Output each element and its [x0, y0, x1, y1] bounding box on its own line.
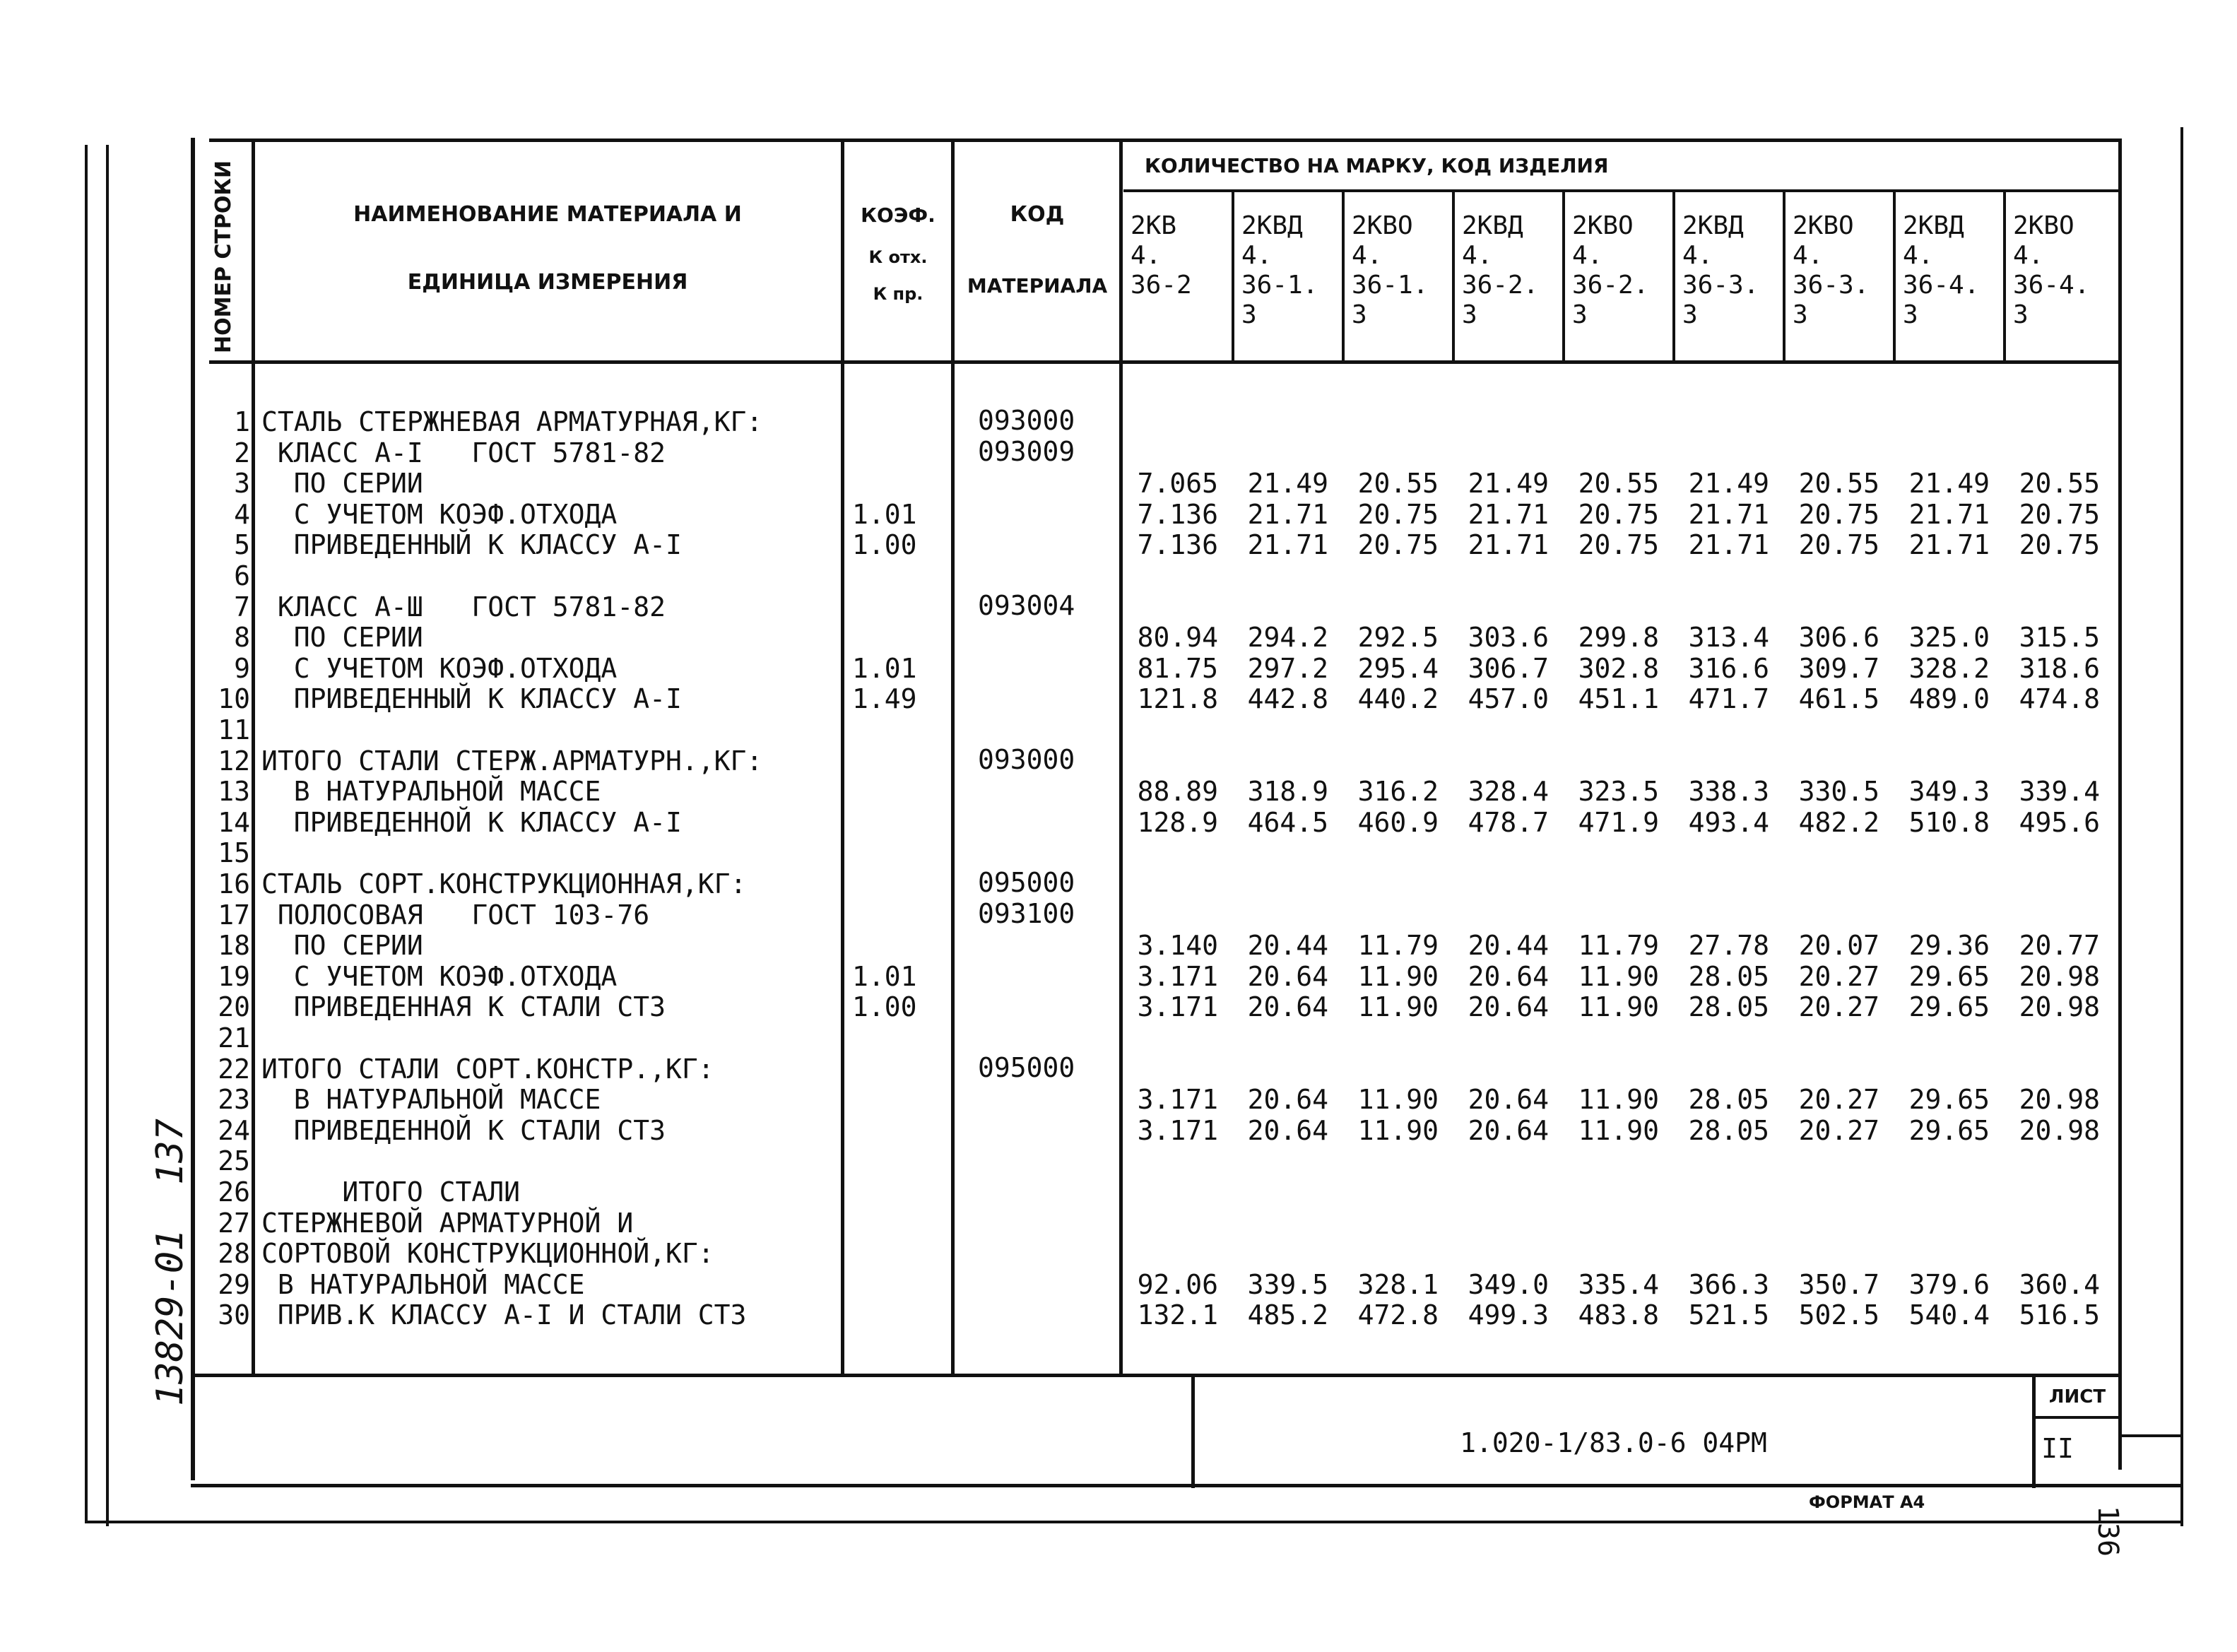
quantity-value: 309.7: [1798, 652, 1879, 684]
product-col-8-l3: 36-4.: [1903, 271, 1980, 300]
product-col-8-l4: 3: [1903, 300, 1918, 329]
quantity-value: 20.75: [1798, 498, 1879, 530]
quantity-value: 21.71: [1247, 498, 1328, 530]
quantity-value: 3.171: [1137, 1114, 1218, 1146]
material-code: 093100: [978, 897, 1075, 929]
quantity-value: 11.79: [1357, 930, 1439, 962]
material-name: В НАТУРАЛЬНОЙ МАССЕ: [261, 776, 601, 808]
prod-sep-3: [1452, 192, 1455, 362]
quantity-value: 11.90: [1578, 1114, 1659, 1146]
coefficient: 1.01: [852, 498, 917, 530]
quantity-value: 11.90: [1357, 991, 1439, 1023]
prod-sep-2: [1342, 192, 1345, 362]
material-name: ИТОГО СТАЛИ: [261, 1176, 521, 1208]
page-num-box-top: [2120, 1434, 2182, 1437]
product-col-2-l1: 2КВД: [1241, 211, 1303, 240]
outer-bottom-border: [85, 1521, 2183, 1523]
quantity-value: 81.75: [1137, 652, 1218, 684]
table-bottom-line: [191, 1374, 2122, 1377]
product-col-8-l2: 4.: [1903, 241, 1934, 270]
product-col-7-l1: 2КВО: [1793, 211, 1854, 240]
material-name: В НАТУРАЛЬНОЙ МАССЕ: [261, 1084, 601, 1116]
quantity-value: 464.5: [1247, 806, 1328, 838]
quantity-value: 335.4: [1578, 1268, 1659, 1300]
quantity-value: 323.5: [1578, 776, 1659, 808]
quantity-value: 303.6: [1468, 622, 1549, 654]
coefficient: 1.49: [852, 683, 917, 715]
quantity-value: 20.27: [1798, 1084, 1879, 1116]
row-number: 30: [218, 1299, 250, 1331]
row-number: 28: [218, 1238, 250, 1270]
quantity-value: 313.4: [1688, 622, 1769, 654]
quantity-value: 295.4: [1357, 652, 1439, 684]
quantity-value: 3.171: [1137, 991, 1218, 1023]
quantity-value: 474.8: [2019, 683, 2100, 715]
material-code: 095000: [978, 867, 1075, 898]
product-col-5-l1: 2КВО: [1572, 211, 1634, 240]
material-name: ИТОГО СТАЛИ СОРТ.КОНСТР.,КГ:: [261, 1053, 714, 1085]
quantity-value: 485.2: [1247, 1299, 1328, 1331]
row-number: 15: [218, 837, 250, 869]
quantity-value: 338.3: [1688, 776, 1769, 808]
material-name: ПРИВЕДЕННОЙ К КЛАССУ А-I: [261, 806, 682, 838]
material-name: С УЧЕТОМ КОЭФ.ОТХОДА: [261, 960, 618, 992]
quantity-value: 29.65: [1908, 991, 1990, 1023]
quantity-value: 482.2: [1798, 806, 1879, 838]
quantity-value: 318.6: [2019, 652, 2100, 684]
quantity-value: 516.5: [2019, 1299, 2100, 1331]
material-code: 095000: [978, 1051, 1075, 1083]
quantity-value: 11.90: [1578, 1084, 1659, 1116]
quantity-value: 510.8: [1908, 806, 1990, 838]
frame-right-border: [2118, 138, 2122, 1470]
quantity-value: 21.49: [1908, 468, 1990, 500]
quantity-value: 297.2: [1247, 652, 1328, 684]
code-header-line1: КОД: [1010, 202, 1065, 227]
prod-sep-1: [1232, 192, 1234, 362]
row-number: 24: [218, 1114, 250, 1146]
quantity-value: 21.71: [1247, 529, 1328, 561]
row-number: 12: [218, 745, 250, 777]
row-number: 27: [218, 1207, 250, 1239]
quantity-value: 20.27: [1798, 960, 1879, 992]
material-code: 093009: [978, 435, 1075, 467]
row-number: 18: [218, 930, 250, 962]
prod-sep-4: [1562, 192, 1565, 362]
quantity-value: 360.4: [2019, 1268, 2100, 1300]
quantity-value: 318.9: [1247, 776, 1328, 808]
quantity-value: 478.7: [1468, 806, 1549, 838]
quantity-value: 349.3: [1908, 776, 1990, 808]
quantity-value: 20.55: [1578, 468, 1659, 500]
material-name: СТАЛЬ СТЕРЖНЕВАЯ АРМАТУРНАЯ,КГ:: [261, 406, 763, 437]
prod-sep-6: [1783, 192, 1786, 362]
quantity-value: 29.65: [1908, 1114, 1990, 1146]
quantity-value: 460.9: [1357, 806, 1439, 838]
quantity-value: 20.77: [2019, 930, 2100, 962]
quantity-value: 28.05: [1688, 960, 1769, 992]
product-col-3-l3: 36-1.: [1352, 271, 1429, 300]
quantity-value: 483.8: [1578, 1299, 1659, 1331]
product-col-7-l4: 3: [1793, 300, 1808, 329]
quantity-value: 88.89: [1137, 776, 1218, 808]
quantity-value: 20.55: [1357, 468, 1439, 500]
quantity-value: 306.6: [1798, 622, 1879, 654]
quantity-value: 489.0: [1908, 683, 1990, 715]
material-name: ПОЛОСОВАЯ ГОСТ 103-76: [261, 899, 650, 931]
quantity-value: 20.75: [1578, 529, 1659, 561]
quantity-value: 29.65: [1908, 1084, 1990, 1116]
row-number: 14: [218, 806, 250, 838]
title-block-bottom: [191, 1484, 2182, 1487]
row-number: 20: [218, 991, 250, 1023]
quantity-value: 20.75: [2019, 498, 2100, 530]
quantity-value: 7.065: [1137, 468, 1218, 500]
quantity-value: 20.75: [2019, 529, 2100, 561]
quantity-value: 11.90: [1357, 1114, 1439, 1146]
quantity-value: 11.90: [1578, 991, 1659, 1023]
quantity-value: 21.49: [1247, 468, 1328, 500]
quantity-value: 27.78: [1688, 930, 1769, 962]
row-number: 29: [218, 1268, 250, 1300]
quantity-value: 457.0: [1468, 683, 1549, 715]
product-col-9-l2: 4.: [2013, 241, 2044, 270]
coefficient: 1.00: [852, 991, 917, 1023]
quantity-value: 442.8: [1247, 683, 1328, 715]
quantity-value: 20.55: [2019, 468, 2100, 500]
coefficient: 1.01: [852, 652, 917, 684]
coef-header-line2: К отх.: [868, 247, 928, 267]
material-name-header-line1: НАИМЕНОВАНИЕ МАТЕРИАЛА И: [353, 202, 742, 227]
quantity-value: 21.71: [1688, 498, 1769, 530]
product-col-4-l2: 4.: [1462, 241, 1493, 270]
quantity-value: 3.171: [1137, 1084, 1218, 1116]
quantity-value: 21.71: [1908, 498, 1990, 530]
product-col-6-l2: 4.: [1682, 241, 1713, 270]
quantity-value: 20.27: [1798, 1114, 1879, 1146]
row-number: 23: [218, 1084, 250, 1116]
quantity-value: 20.98: [2019, 1084, 2100, 1116]
product-col-6-l1: 2КВД: [1682, 211, 1744, 240]
quantity-value: 21.71: [1468, 498, 1549, 530]
quantity-value: 20.75: [1578, 498, 1659, 530]
product-col-3-l1: 2КВО: [1352, 211, 1413, 240]
row-number: 4: [234, 498, 250, 530]
quantity-value: 20.64: [1468, 1114, 1549, 1146]
material-name: ПРИВЕДЕННОЙ К СТАЛИ СТ3: [261, 1114, 666, 1146]
product-col-2-l2: 4.: [1241, 241, 1273, 270]
material-name: КЛАСС А-I ГОСТ 5781-82: [261, 437, 666, 468]
quantity-value: 325.0: [1908, 622, 1990, 654]
quantity-value: 330.5: [1798, 776, 1879, 808]
row-number: 9: [234, 652, 250, 684]
quantity-value: 495.6: [2019, 806, 2100, 838]
prod-sep-5: [1672, 192, 1675, 362]
product-col-5-l3: 36-2.: [1572, 271, 1649, 300]
product-col-9-l1: 2КВО: [2013, 211, 2074, 240]
col-sep-name: [841, 141, 844, 1374]
material-name-header-line2: ЕДИНИЦА ИЗМЕРЕНИЯ: [407, 270, 688, 295]
quantity-value: 472.8: [1357, 1299, 1439, 1331]
quantity-value: 20.64: [1247, 1114, 1328, 1146]
product-col-1-l3: 36-2: [1131, 271, 1192, 300]
row-number: 3: [234, 468, 250, 500]
quantity-value: 128.9: [1137, 806, 1218, 838]
quantity-value: 21.71: [1908, 529, 1990, 561]
material-name: ПО СЕРИИ: [261, 468, 423, 500]
sheet-label: ЛИСТ: [2048, 1386, 2106, 1408]
quantity-value: 11.90: [1357, 1084, 1439, 1116]
quantity-value: 20.75: [1357, 529, 1439, 561]
material-name: С УЧЕТОМ КОЭФ.ОТХОДА: [261, 652, 618, 684]
row-number: 25: [218, 1145, 250, 1177]
material-name: ПРИВЕДЕННЫЙ К КЛАССУ А-I: [261, 683, 682, 715]
product-col-3-l2: 4.: [1352, 241, 1383, 270]
product-col-5-l2: 4.: [1572, 241, 1603, 270]
quantity-value: 28.05: [1688, 991, 1769, 1023]
row-number: 13: [218, 776, 250, 808]
quantity-value: 28.05: [1688, 1114, 1769, 1146]
material-name: СТЕРЖНЕВОЙ АРМАТУРНОЙ И: [261, 1207, 634, 1239]
quantity-value: 11.79: [1578, 930, 1659, 962]
material-name: ПРИВ.К КЛАССУ А-I И СТАЛИ СТ3: [261, 1299, 747, 1331]
margin-left-line: [85, 145, 88, 1523]
quantity-value: 20.98: [2019, 1114, 2100, 1146]
quantity-value: 471.9: [1578, 806, 1659, 838]
quantity-value: 21.71: [1688, 529, 1769, 561]
material-name: В НАТУРАЛЬНОЙ МАССЕ: [261, 1268, 585, 1300]
quantity-value: 499.3: [1468, 1299, 1549, 1331]
quantity-value: 7.136: [1137, 529, 1218, 561]
quantity-value: 20.64: [1468, 991, 1549, 1023]
quantity-value: 20.55: [1798, 468, 1879, 500]
quantity-value: 502.5: [1798, 1299, 1879, 1331]
quantity-value: 306.7: [1468, 652, 1549, 684]
material-code: 093000: [978, 743, 1075, 775]
row-number: 6: [234, 560, 250, 591]
quantity-value: 3.171: [1137, 960, 1218, 992]
quantity-value: 20.64: [1247, 991, 1328, 1023]
quantity-value: 299.8: [1578, 622, 1659, 654]
page-number: 136: [2091, 1505, 2124, 1557]
coef-header-line1: КОЭФ.: [861, 203, 935, 227]
quantity-value: 493.4: [1688, 806, 1769, 838]
material-name: ПРИВЕДЕННАЯ К СТАЛИ СТ3: [261, 991, 666, 1023]
quantity-value: 471.7: [1688, 683, 1769, 715]
row-number: 22: [218, 1053, 250, 1085]
quantity-value: 92.06: [1137, 1268, 1218, 1300]
product-col-9-l4: 3: [2013, 300, 2029, 329]
quantity-value: 328.2: [1908, 652, 1990, 684]
quantity-value: 20.64: [1247, 960, 1328, 992]
quantity-value: 440.2: [1357, 683, 1439, 715]
row-number: 5: [234, 529, 250, 561]
quantity-value: 316.6: [1688, 652, 1769, 684]
outer-left-border: [106, 145, 109, 1526]
product-col-1-l2: 4.: [1131, 241, 1162, 270]
material-name: ПО СЕРИИ: [261, 930, 423, 962]
quantity-title-line: [1123, 189, 2121, 192]
prod-sep-7: [1893, 192, 1896, 362]
row-number: 1: [234, 406, 250, 437]
product-col-8-l1: 2КВД: [1903, 211, 1964, 240]
quantity-value: 11.90: [1357, 960, 1439, 992]
row-number: 17: [218, 899, 250, 931]
quantity-value: 294.2: [1247, 622, 1328, 654]
quantity-title: КОЛИЧЕСТВО НА МАРКУ, КОД ИЗДЕЛИЯ: [1145, 154, 1609, 177]
product-col-9-l3: 36-4.: [2013, 271, 2090, 300]
product-col-7-l2: 4.: [1793, 241, 1824, 270]
product-col-4-l1: 2КВД: [1462, 211, 1523, 240]
material-code: 093000: [978, 405, 1075, 436]
quantity-value: 302.8: [1578, 652, 1659, 684]
quantity-value: 292.5: [1357, 622, 1439, 654]
quantity-value: 80.94: [1137, 622, 1218, 654]
quantity-value: 3.140: [1137, 930, 1218, 962]
material-code: 093004: [978, 589, 1075, 621]
coefficient: 1.00: [852, 529, 917, 561]
margin-handwritten-note: 13829-01 137: [149, 1119, 191, 1406]
quantity-value: 21.71: [1468, 529, 1549, 561]
quantity-value: 20.64: [1468, 1084, 1549, 1116]
quantity-value: 21.49: [1688, 468, 1769, 500]
material-name: СОРТОВОЙ КОНСТРУКЦИОННОЙ,КГ:: [261, 1238, 714, 1270]
quantity-value: 20.98: [2019, 960, 2100, 992]
coef-header-line3: К пр.: [873, 284, 923, 304]
quantity-value: 7.136: [1137, 498, 1218, 530]
quantity-value: 328.4: [1468, 776, 1549, 808]
quantity-value: 379.6: [1908, 1268, 1990, 1300]
quantity-value: 29.36: [1908, 930, 1990, 962]
quantity-value: 521.5: [1688, 1299, 1769, 1331]
quantity-value: 20.44: [1247, 930, 1328, 962]
quantity-value: 20.64: [1468, 960, 1549, 992]
quantity-value: 461.5: [1798, 683, 1879, 715]
row-number: 7: [234, 591, 250, 623]
row-number: 2: [234, 437, 250, 468]
prod-sep-8: [2003, 192, 2006, 362]
row-number: 19: [218, 960, 250, 992]
format-label: ФОРМАТ А4: [1809, 1492, 1925, 1512]
quantity-value: 349.0: [1468, 1268, 1549, 1300]
page-right-edge: [2180, 127, 2183, 1526]
product-col-3-l4: 3: [1352, 300, 1367, 329]
quantity-value: 20.75: [1798, 529, 1879, 561]
quantity-value: 20.44: [1468, 930, 1549, 962]
col-sep-rownum: [252, 141, 255, 1374]
quantity-value: 366.3: [1688, 1268, 1769, 1300]
quantity-value: 20.07: [1798, 930, 1879, 962]
product-col-6-l4: 3: [1682, 300, 1698, 329]
row-number: 11: [218, 714, 250, 745]
quantity-value: 315.5: [2019, 622, 2100, 654]
material-name: КЛАСС А-Ш ГОСТ 5781-82: [261, 591, 666, 623]
sheet-box-divider: [2032, 1416, 2121, 1419]
product-col-4-l3: 36-2.: [1462, 271, 1539, 300]
quantity-value: 20.98: [2019, 991, 2100, 1023]
quantity-value: 451.1: [1578, 683, 1659, 715]
frame-top-border: [209, 138, 2121, 142]
row-number: 10: [218, 683, 250, 715]
quantity-value: 28.05: [1688, 1084, 1769, 1116]
row-number: 26: [218, 1176, 250, 1208]
row-number: 16: [218, 868, 250, 899]
quantity-value: 316.2: [1357, 776, 1439, 808]
quantity-value: 350.7: [1798, 1268, 1879, 1300]
product-col-5-l4: 3: [1572, 300, 1588, 329]
quantity-value: 21.49: [1468, 468, 1549, 500]
row-number: 8: [234, 622, 250, 654]
product-col-6-l3: 36-3.: [1682, 271, 1759, 300]
quantity-value: 20.75: [1357, 498, 1439, 530]
sheet-box-left: [2032, 1375, 2036, 1488]
row-number-header: НОМЕР СТРОКИ: [211, 160, 236, 353]
code-header-line2: МАТЕРИАЛА: [967, 274, 1108, 297]
quantity-value: 11.90: [1578, 960, 1659, 992]
document-code: 1.020-1/83.0-6 04РМ: [1460, 1427, 1767, 1458]
quantity-value: 20.27: [1798, 991, 1879, 1023]
product-col-2-l3: 36-1.: [1241, 271, 1318, 300]
material-name: С УЧЕТОМ КОЭФ.ОТХОДА: [261, 498, 618, 530]
row-number: 21: [218, 1022, 250, 1054]
quantity-value: 132.1: [1137, 1299, 1218, 1331]
material-name: ИТОГО СТАЛИ СТЕРЖ.АРМАТУРН.,КГ:: [261, 745, 763, 777]
quantity-value: 339.5: [1247, 1268, 1328, 1300]
header-bottom-line: [209, 360, 2121, 364]
col-sep-coef: [951, 141, 955, 1374]
product-col-4-l4: 3: [1462, 300, 1477, 329]
material-name: СТАЛЬ СОРТ.КОНСТРУКЦИОННАЯ,КГ:: [261, 868, 747, 899]
product-col-2-l4: 3: [1241, 300, 1257, 329]
quantity-value: 20.64: [1247, 1084, 1328, 1116]
col-sep-code: [1119, 141, 1123, 1374]
product-col-7-l3: 36-3.: [1793, 271, 1870, 300]
quantity-value: 29.65: [1908, 960, 1990, 992]
coefficient: 1.01: [852, 960, 917, 992]
product-col-1-l1: 2КВ: [1131, 211, 1177, 240]
quantity-value: 339.4: [2019, 776, 2100, 808]
quantity-value: 121.8: [1137, 683, 1218, 715]
quantity-value: 540.4: [1908, 1299, 1990, 1331]
quantity-value: 328.1: [1357, 1268, 1439, 1300]
material-name: ПРИВЕДЕННЫЙ К КЛАССУ А-I: [261, 529, 682, 561]
material-name: ПО СЕРИИ: [261, 622, 423, 654]
sheet-number: II: [2041, 1433, 2074, 1464]
